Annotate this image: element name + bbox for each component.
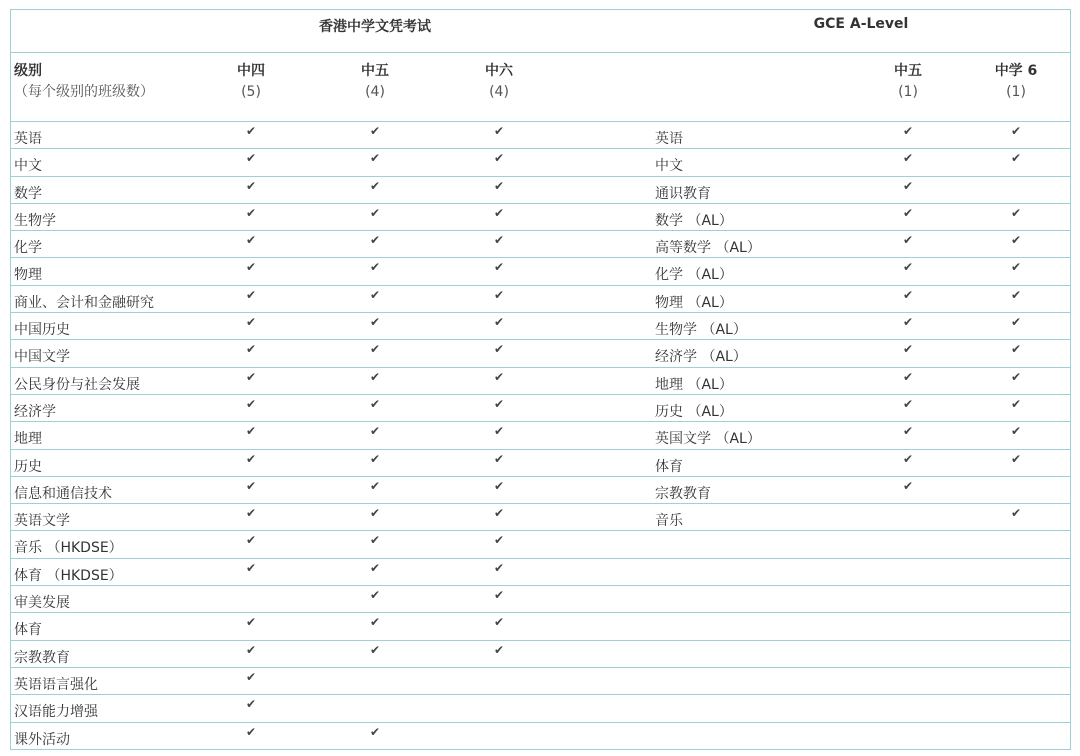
checkmark-icon: ✔: [902, 342, 914, 357]
checkmark-icon: ✔: [493, 178, 505, 193]
checkmark-icon: ✔: [245, 342, 257, 357]
checkmark-icon: ✔: [1010, 424, 1022, 439]
checkmark-icon: ✔: [902, 396, 914, 411]
gce-subject-name: 数学 （AL）: [655, 212, 733, 229]
checkmark-icon: ✔: [369, 124, 381, 138]
checkmark-icon: ✔: [245, 424, 257, 439]
hkdse-subject-name: 英语: [14, 131, 42, 147]
checkmark-icon: ✔: [902, 124, 914, 138]
gce-subject-name: 体育: [655, 458, 683, 475]
hkdse-subject-name: 英语文学: [14, 513, 70, 530]
checkmark-icon: ✔: [493, 287, 505, 302]
hkdse-subject-name: 历史: [14, 458, 42, 475]
checkmark-icon: ✔: [493, 315, 505, 330]
checkmark-icon: ✔: [245, 205, 257, 220]
checkmark-icon: ✔: [369, 724, 381, 739]
checkmark-icon: ✔: [245, 642, 257, 657]
checkmark-icon: ✔: [369, 151, 381, 166]
level-header-sub: （每个级别的班级数）: [14, 84, 154, 100]
checkmark-icon: ✔: [245, 151, 257, 166]
table-row: [11, 531, 1070, 558]
table-row: [11, 723, 1070, 750]
table-row: [11, 586, 1070, 613]
column-header-f5: [361, 61, 389, 103]
column-header-gce-f6: [995, 61, 1038, 103]
checkmark-icon: ✔: [1010, 342, 1022, 357]
column-header-label: 中四: [237, 63, 265, 79]
checkmark-icon: ✔: [1010, 315, 1022, 330]
checkmark-icon: ✔: [369, 205, 381, 220]
hkdse-subject-name: 商业、会计和金融研究: [14, 294, 154, 311]
checkmark-icon: ✔: [369, 615, 381, 630]
table-row: [11, 668, 1070, 695]
checkmark-icon: ✔: [245, 478, 257, 493]
column-header-label: 中学 6: [994, 63, 1038, 79]
checkmark-icon: ✔: [1010, 233, 1022, 248]
section-header-row: [11, 10, 1070, 53]
checkmark-icon: ✔: [902, 478, 914, 493]
checkmark-icon: ✔: [493, 424, 505, 439]
checkmark-icon: ✔: [493, 451, 505, 466]
checkmark-icon: ✔: [245, 260, 257, 275]
table-row: [11, 286, 1070, 313]
hkdse-subject-name: 公民身份与社会发展: [14, 376, 140, 393]
checkmark-icon: ✔: [493, 342, 505, 357]
table-row: [11, 695, 1070, 722]
gce-subject-name: 通识教育: [655, 185, 711, 202]
checkmark-icon: ✔: [369, 233, 381, 248]
checkmark-icon: ✔: [1010, 287, 1022, 302]
checkmark-icon: ✔: [902, 178, 914, 193]
gce-subject-name: 经济学 （AL）: [655, 349, 747, 366]
checkmark-icon: ✔: [245, 369, 257, 384]
checkmark-icon: ✔: [245, 178, 257, 193]
gce-subject-name: 音乐: [655, 513, 683, 530]
checkmark-icon: ✔: [369, 260, 381, 275]
checkmark-icon: ✔: [245, 396, 257, 411]
checkmark-icon: ✔: [1010, 205, 1022, 220]
table-row: [11, 340, 1070, 367]
table-body: [11, 122, 1070, 750]
checkmark-icon: ✔: [493, 560, 505, 575]
checkmark-icon: ✔: [369, 369, 381, 384]
table-row: [11, 641, 1070, 668]
hkdse-subject-name: 中文: [14, 158, 42, 175]
checkmark-icon: ✔: [369, 560, 381, 575]
checkmark-icon: ✔: [902, 369, 914, 384]
checkmark-icon: ✔: [1010, 506, 1022, 521]
checkmark-icon: ✔: [369, 178, 381, 193]
checkmark-icon: ✔: [245, 615, 257, 630]
hkdse-subject-name: 音乐 （HKDSE）: [14, 540, 123, 557]
checkmark-icon: ✔: [493, 533, 505, 548]
checkmark-icon: ✔: [245, 287, 257, 302]
column-header-label: 中六: [485, 63, 513, 79]
level-header-label: 级别: [14, 63, 42, 79]
checkmark-icon: ✔: [369, 588, 381, 603]
checkmark-icon: ✔: [245, 560, 257, 575]
hkdse-subject-name: 课外活动: [14, 731, 70, 748]
checkmark-icon: ✔: [902, 287, 914, 302]
table-row: [11, 450, 1070, 477]
checkmark-icon: ✔: [493, 615, 505, 630]
checkmark-icon: ✔: [902, 205, 914, 220]
table-row: [11, 122, 1070, 149]
hkdse-subject-name: 经济学: [14, 403, 56, 420]
checkmark-icon: ✔: [245, 697, 257, 712]
gce-subject-name: 物理 （AL）: [655, 294, 733, 311]
hkdse-subject-name: 信息和通信技术: [14, 485, 112, 502]
checkmark-icon: ✔: [493, 233, 505, 248]
checkmark-icon: ✔: [902, 151, 914, 166]
level-header: [14, 61, 154, 103]
column-header-count: (1): [1006, 84, 1026, 100]
gce-subject-name: 地理 （AL）: [655, 376, 733, 393]
hkdse-subject-name: 化学: [14, 240, 42, 257]
checkmark-icon: ✔: [369, 506, 381, 521]
table-row: [11, 368, 1070, 395]
hkdse-subject-name: 数学: [14, 185, 42, 202]
checkmark-icon: ✔: [902, 260, 914, 275]
checkmark-icon: ✔: [493, 478, 505, 493]
checkmark-icon: ✔: [902, 424, 914, 439]
table-row: [11, 313, 1070, 340]
checkmark-icon: ✔: [369, 478, 381, 493]
checkmark-icon: ✔: [1010, 396, 1022, 411]
subjects-table: [10, 9, 1071, 750]
gce-subject-name: 化学 （AL）: [655, 267, 733, 284]
gce-subject-name: 生物学 （AL）: [655, 322, 747, 339]
checkmark-icon: ✔: [245, 506, 257, 521]
column-header-f4: [237, 61, 265, 103]
column-header-label: 中五: [361, 63, 389, 79]
checkmark-icon: ✔: [369, 642, 381, 657]
gce-subject-name: 英国文学 （AL）: [655, 431, 761, 448]
hkdse-subject-name: 英语语言强化: [14, 676, 98, 693]
table-row: [11, 477, 1070, 504]
checkmark-icon: ✔: [245, 124, 257, 138]
table-row: [11, 177, 1070, 204]
column-header-f6: [485, 61, 513, 103]
column-header-count: (5): [241, 84, 261, 100]
hkdse-section-title: 香港中学文凭考试: [319, 19, 431, 35]
checkmark-icon: ✔: [369, 451, 381, 466]
checkmark-icon: ✔: [902, 233, 914, 248]
checkmark-icon: ✔: [493, 369, 505, 384]
checkmark-icon: ✔: [493, 588, 505, 603]
column-header-gce-f5: [894, 61, 922, 103]
checkmark-icon: ✔: [902, 315, 914, 330]
hkdse-subject-name: 汉语能力增强: [14, 704, 98, 721]
gce-section-title: GCE A-Level: [813, 16, 909, 32]
checkmark-icon: ✔: [493, 124, 505, 138]
hkdse-subject-name: 中国历史: [14, 322, 70, 339]
table-row: [11, 395, 1070, 422]
checkmark-icon: ✔: [369, 424, 381, 439]
hkdse-subject-name: 体育 （HKDSE）: [14, 567, 123, 584]
table-row: [11, 231, 1070, 258]
hkdse-subject-name: 物理: [14, 267, 42, 284]
gce-subject-name: 历史 （AL）: [655, 403, 733, 420]
column-header-count: (4): [489, 84, 509, 100]
checkmark-icon: ✔: [493, 260, 505, 275]
checkmark-icon: ✔: [493, 396, 505, 411]
hkdse-subject-name: 中国文学: [14, 349, 70, 366]
table-row: [11, 613, 1070, 640]
checkmark-icon: ✔: [245, 533, 257, 548]
gce-subject-name: 中文: [655, 158, 683, 175]
checkmark-icon: ✔: [369, 315, 381, 330]
checkmark-icon: ✔: [245, 315, 257, 330]
checkmark-icon: ✔: [493, 506, 505, 521]
table-row: [11, 204, 1070, 231]
checkmark-icon: ✔: [369, 342, 381, 357]
checkmark-icon: ✔: [1010, 369, 1022, 384]
column-header-label: 中五: [894, 63, 922, 79]
table-row: [11, 422, 1070, 449]
hkdse-subject-name: 审美发展: [14, 595, 70, 612]
checkmark-icon: ✔: [369, 533, 381, 548]
checkmark-icon: ✔: [245, 724, 257, 739]
hkdse-subject-name: 地理: [14, 431, 42, 448]
checkmark-icon: ✔: [369, 396, 381, 411]
checkmark-icon: ✔: [1010, 151, 1022, 166]
checkmark-icon: ✔: [245, 669, 257, 684]
checkmark-icon: ✔: [1010, 124, 1022, 138]
checkmark-icon: ✔: [493, 151, 505, 166]
checkmark-icon: ✔: [1010, 451, 1022, 466]
hkdse-subject-name: 宗教教育: [14, 649, 70, 666]
table-row: [11, 559, 1070, 586]
checkmark-icon: ✔: [493, 205, 505, 220]
column-header-row: [11, 53, 1070, 122]
column-header-count: (4): [365, 84, 385, 100]
checkmark-icon: ✔: [493, 642, 505, 657]
checkmark-icon: ✔: [902, 451, 914, 466]
column-header-count: (1): [898, 84, 918, 100]
checkmark-icon: ✔: [245, 451, 257, 466]
gce-subject-name: 高等数学 （AL）: [655, 240, 761, 257]
gce-subject-name: 宗教教育: [655, 485, 711, 502]
table-row: [11, 504, 1070, 531]
checkmark-icon: ✔: [245, 233, 257, 248]
hkdse-subject-name: 体育: [14, 622, 42, 639]
checkmark-icon: ✔: [1010, 260, 1022, 275]
checkmark-icon: ✔: [369, 287, 381, 302]
table-row: [11, 149, 1070, 176]
hkdse-subject-name: 生物学: [14, 212, 56, 229]
gce-subject-name: 英语: [655, 131, 683, 147]
table-row: [11, 258, 1070, 285]
